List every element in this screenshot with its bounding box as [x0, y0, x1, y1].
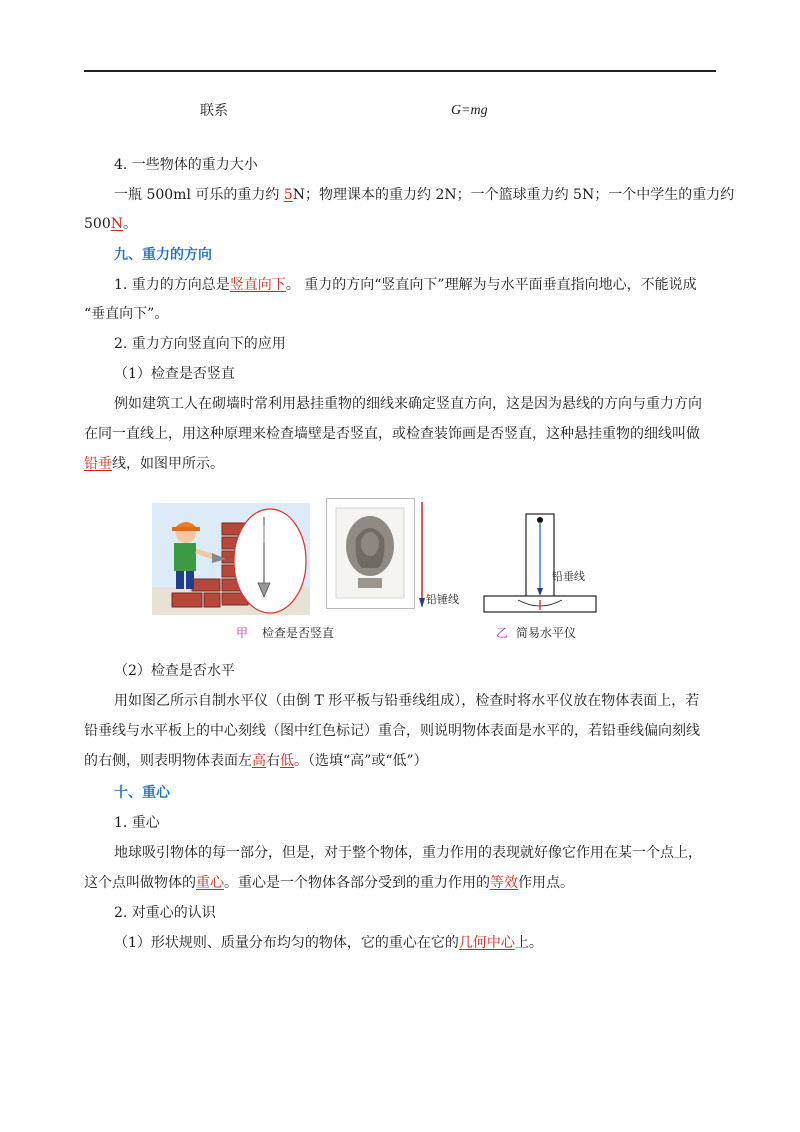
section-10-p2-line1: 地球吸引物体的每一部分，但是，对于整个物体，重力作用的表现就好像它作用在某一个点上， [114, 845, 702, 861]
section-9-heading: 九、重力的方向 [114, 247, 212, 263]
simple-level-illustration [482, 512, 600, 614]
level-plumb-label: 铅垂线 [552, 570, 585, 583]
section-9-p4-line2: 在同一直线上，用这种原理来检查墙壁是否竖直，或检查装饰画是否竖直，这种悬挂重物的细线叫做 [84, 426, 700, 442]
text: 。（选填“高”或“低”） [294, 753, 428, 769]
worker-plumb-illustration [152, 503, 310, 615]
text: 一瓶 500ml 可乐的重力约 [114, 187, 284, 203]
text: 右 [266, 753, 280, 769]
gravity-formula: G=mg [451, 103, 488, 118]
section-9-p2: 2. 重力方向竖直向下的应用 [114, 336, 286, 352]
portrait-plumb-illustration [326, 498, 430, 612]
section-9-p6-line2: 铅垂线与水平板上的中心刻线（图中红色标记）重合，则说明物体表面是水平的，若铅垂线偏向刻线 [84, 723, 700, 739]
caption-text: 检查是否竖直 [262, 626, 335, 640]
header-rule [84, 70, 716, 72]
answer-blank: 高 [252, 753, 266, 769]
section-9-p3: （1）检查是否竖直 [114, 366, 235, 382]
section-9-p4-line1: 例如建筑工人在砌墙时常利用悬挂重物的细线来确定竖直方向，这是因为悬线的方向与重力方向 [114, 396, 702, 412]
text: 这个点叫做物体的 [84, 875, 196, 891]
text: 500 [84, 216, 111, 232]
text: 上。 [514, 935, 543, 951]
text: 1. 重力的方向总是 [114, 277, 230, 293]
section-9-p1 [114, 275, 754, 295]
caption-mark: 甲 [236, 626, 249, 640]
answer-blank: 竖直向下 [229, 277, 286, 293]
section-10-p4 [114, 933, 754, 953]
section-9-p1-cont: “垂直向下”。 [84, 306, 169, 322]
text: （1）形状规则、质量分布均匀的物体，它的重心在它的 [114, 935, 459, 951]
answer-blank: 重心 [196, 875, 224, 891]
section-10-p2-line2 [84, 873, 724, 893]
section-9-p6-line3 [84, 751, 724, 771]
section-9-p4-line3 [84, 454, 724, 474]
section-10-p3: 2. 对重心的认识 [114, 905, 216, 921]
caption-mark: 乙 [496, 626, 509, 640]
text: 。 [122, 216, 137, 232]
text: 作用点。 [518, 875, 574, 891]
answer-blank: 低 [280, 753, 294, 769]
text: N；物理课本的重力约 2N；一个篮球重力约 5N；一个中学生的重力约 [292, 187, 735, 203]
answer-blank: 几何中心 [458, 935, 515, 951]
plumb-line-label: 铅锤线 [426, 593, 459, 606]
answer-blank: 等效 [490, 875, 518, 891]
section-4-line-1 [114, 185, 754, 205]
caption-text: 简易水平仪 [516, 626, 577, 640]
figure-caption-left [236, 625, 334, 641]
section-9-p5: （2）检查是否水平 [114, 663, 235, 679]
relation-label: 联系 [200, 103, 228, 119]
text: 。 重力的方向“竖直向下”理解为与水平面垂直指向地心，不能说成 [285, 277, 697, 293]
answer-blank: N [110, 216, 123, 232]
answer-blank: 5 [283, 187, 293, 203]
text: 线，如图甲所示。 [112, 456, 224, 472]
section-10-p1: 1. 重心 [114, 815, 160, 831]
text: 。重心是一个物体各部分受到的重力作用的 [224, 875, 490, 891]
section-9-p6-line1: 用如图乙所示自制水平仪（由倒 T 形平板与铅垂线组成），检查时将水平仪放在物体表面上，若 [114, 693, 700, 709]
section-4-title: 4. 一些物体的重力大小 [114, 157, 258, 173]
figure-caption-right [496, 625, 576, 641]
section-4-line-2 [84, 214, 724, 234]
section-10-heading: 十、重心 [114, 785, 170, 801]
text: 的右侧，则表明物体表面左 [84, 753, 252, 769]
answer-blank: 铅垂 [84, 456, 112, 472]
